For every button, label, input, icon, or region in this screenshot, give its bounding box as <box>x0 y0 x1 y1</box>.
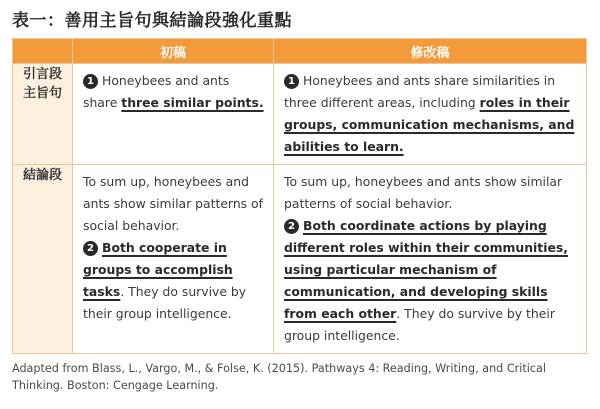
draft-intro-cell <box>73 64 274 165</box>
revised-intro-text: Honeybees and ants share similarities in three different areas, including <box>284 73 556 110</box>
row-label-introduction <box>13 64 73 165</box>
revised-conclusion-text-after: . They do survive by their group intelligence. <box>284 306 555 343</box>
draft-conclusion-cell <box>73 165 274 354</box>
table-row-conclusion <box>13 165 587 354</box>
table-title: 表一：善用主旨句與結論段強化重點 <box>12 11 292 31</box>
header-corner-cell <box>13 39 73 64</box>
draft-conclusion-highlight: Both cooperate in groups to accomplish tasks <box>83 240 233 299</box>
source-caption: Adapted from Blass, L., Vargo, M., & Folse, K. (2015). Pathways 4: Reading, Writing, and Critical Thinking. Boston: Cengage Learning. <box>12 362 546 392</box>
draft-intro-text: Honeybees and ants share <box>83 73 230 110</box>
revised-intro-cell <box>274 64 587 165</box>
number-marker-2: 2 <box>83 241 98 256</box>
row-label-line: 結論段 <box>22 168 62 183</box>
number-marker-1: 1 <box>83 74 98 89</box>
revised-conclusion-cell <box>274 165 587 354</box>
number-marker-2: 2 <box>284 219 299 234</box>
revised-conclusion-intro: To sum up, honeybees and ants show similar patterns of social behavior. <box>284 174 563 211</box>
row-label-conclusion <box>13 165 73 354</box>
row-label-line: 主旨句 <box>22 86 62 101</box>
row-label-line: 引言段 <box>22 67 62 82</box>
revised-intro-highlight: roles in their groups, communication mechanisms, and abilities to learn. <box>284 95 575 154</box>
draft-intro-highlight: three similar points. <box>121 95 264 110</box>
draft-conclusion-text-after: . They do survive by their group intelligence. <box>83 284 247 321</box>
number-marker-1: 1 <box>284 74 299 89</box>
header-draft: 初稿 <box>73 39 274 64</box>
table-header-row <box>13 39 587 64</box>
draft-conclusion-intro: To sum up, honeybees and ants show similar patterns of social behavior. <box>83 174 264 233</box>
table-row-introduction <box>13 64 587 165</box>
header-revised: 修改稿 <box>274 39 587 64</box>
comparison-table <box>12 38 587 354</box>
revised-conclusion-highlight: Both coordinate actions by playing different roles within their communities, using particular mechanism of communication, and developing skills from each other <box>284 218 568 321</box>
